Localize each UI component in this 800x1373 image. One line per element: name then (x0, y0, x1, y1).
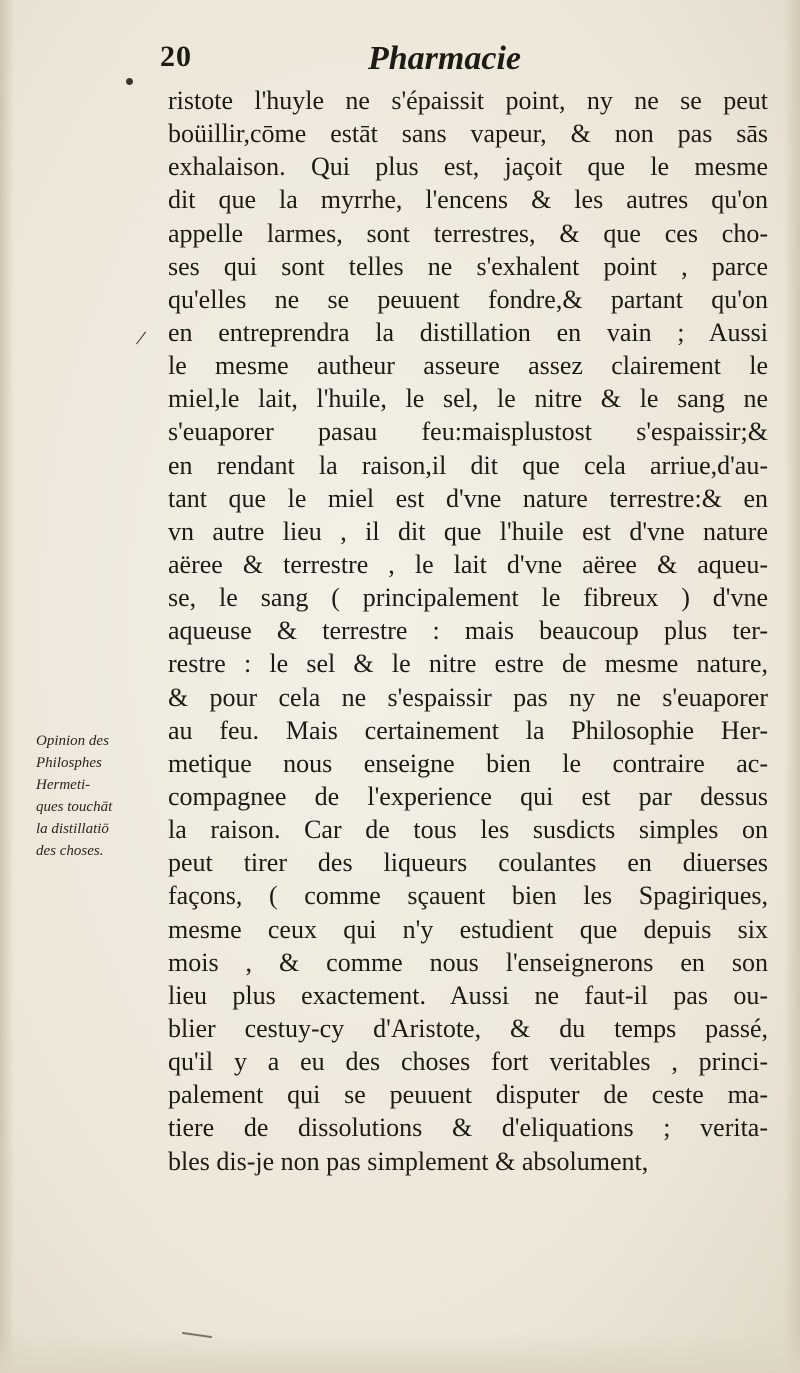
text-line: s'euaporer pasau feu:maisplustost s'espaissir;& (168, 417, 768, 447)
text-line: & pour cela ne s'espaissir pas ny ne s'euaporer (168, 682, 768, 712)
text-line: tant que le miel est d'vne nature terrestre:& en (168, 483, 768, 513)
text-line: se, le sang ( principalement le fibreux ) d'vne (168, 583, 768, 613)
text-line: lieu plus exactement. Aussi ne faut-il pas ou- (168, 980, 768, 1010)
ink-dot (126, 78, 133, 85)
text-line: façons, ( comme sçauent bien les Spagiriques, (168, 881, 768, 911)
text-line: palement qui se peuuent disputer de ceste ma- (168, 1080, 768, 1110)
text-line: qu'il y a eu des choses fort veritables , princi- (168, 1047, 768, 1077)
text-line: exhalaison. Qui plus est, jaçoit que le mesme (168, 152, 768, 182)
text-line: mesme ceux qui n'y estudient que depuis six (168, 914, 768, 944)
text-line: en rendant la raison,il dit que cela arriue,d'au- (168, 450, 768, 480)
running-head: Pharmacie (368, 40, 521, 77)
text-line: bles dis-je non pas simplement & absolument, (168, 1146, 649, 1176)
text-line: boüillir,cōme estāt sans vapeur, & non pas sās (168, 119, 768, 149)
page-edge-right (784, 0, 800, 1373)
text-line: peut tirer des liqueurs coulantes en diuerses (168, 848, 768, 878)
text-line: qu'elles ne se peuuent fondre,& partant qu'on (168, 284, 768, 314)
page-header (160, 40, 780, 90)
text-line: blier cestuy-cy d'Aristote, & du temps passé, (168, 1013, 768, 1043)
margin-note-line: la distillatiō (36, 821, 109, 837)
ink-mark: / (134, 324, 148, 351)
text-line: aëree & terrestre , le lait d'vne aëree & aqueu- (168, 549, 768, 579)
page-number: 20 (160, 40, 192, 73)
margin-note-line: Hermeti- (36, 777, 91, 793)
margin-note-line: ques touchāt (36, 799, 113, 815)
text-line: dit que la myrrhe, l'encens & les autres qu'on (168, 185, 768, 215)
text-line: le mesme autheur asseure assez clairement le (168, 351, 768, 381)
text-line: compagnee de l'experience qui est par dessus (168, 781, 768, 811)
margin-note-line: Philosphes (36, 755, 102, 771)
text-line: appelle larmes, sont terrestres, & que ces cho- (168, 218, 768, 248)
text-line: au feu. Mais certainement la Philosophie Her- (168, 715, 768, 745)
text-line: vn autre lieu , il dit que l'huile est d'vne nature (168, 516, 768, 546)
text-line: restre : le sel & le nitre estre de mesme nature, (168, 649, 768, 679)
margin-note-line: Opinion des (36, 733, 109, 749)
page-edge-bottom (0, 1333, 800, 1373)
text-line: miel,le lait, l'huile, le sel, le nitre & le sang ne (168, 384, 768, 414)
margin-note (36, 730, 166, 862)
text-line: ses qui sont telles ne s'exhalent point , parce (168, 251, 768, 281)
text-line: la raison. Car de tous les susdicts simples on (168, 815, 768, 845)
text-line: metique nous enseigne bien le contraire ac- (168, 748, 768, 778)
margin-note-line: des choses. (36, 843, 104, 859)
page-edge-left (0, 0, 14, 1373)
text-line: mois , & comme nous l'enseignerons en son (168, 947, 768, 977)
text-line: ristote l'huyle ne s'épaissit point, ny ne se peut (168, 86, 768, 115)
text-line: en entreprendra la distillation en vain ; Aussi (168, 317, 768, 347)
text-line: tiere de dissolutions & d'eliquations ; verita- (168, 1113, 768, 1143)
body-text (168, 84, 768, 1178)
text-line: aqueuse & terrestre : mais beaucoup plus ter- (168, 616, 768, 646)
